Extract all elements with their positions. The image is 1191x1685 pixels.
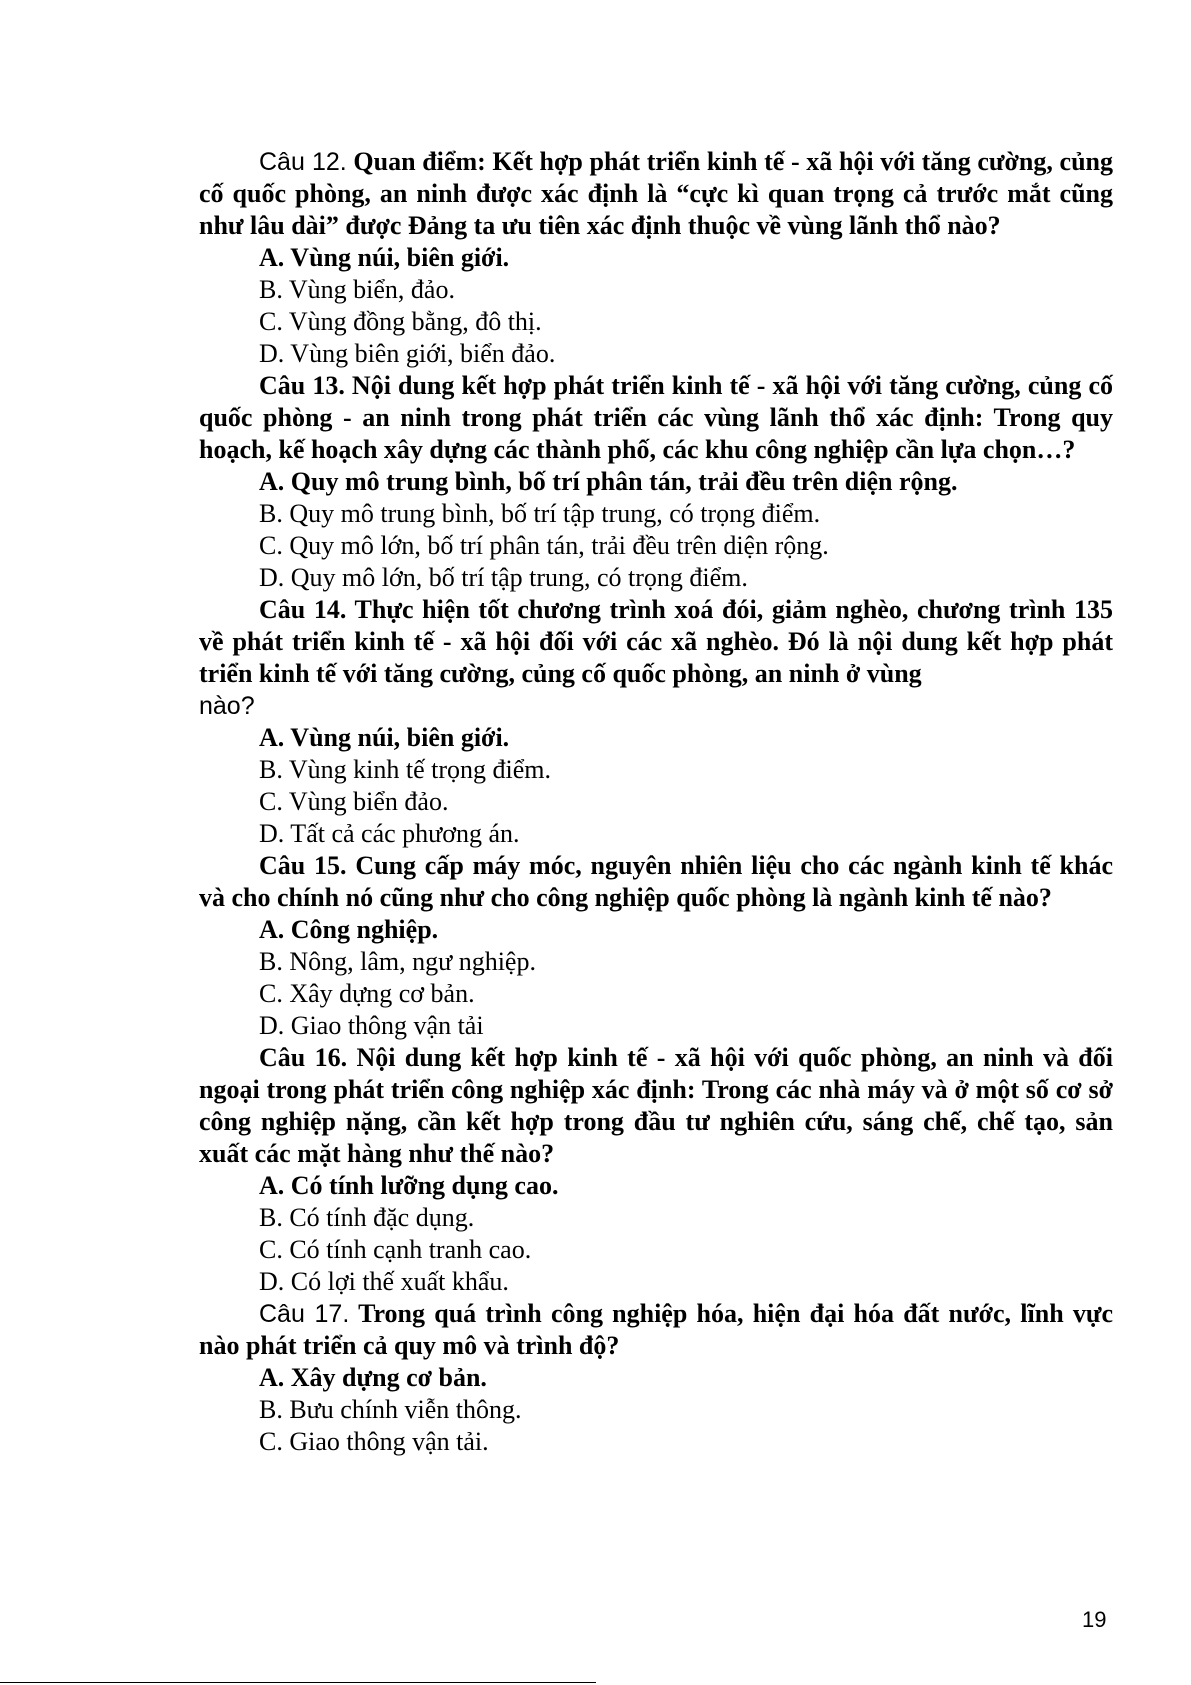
option-c: C. Quy mô lớn, bố trí phân tán, trải đều trên diện rộng. <box>259 531 829 560</box>
option-a: A. Vùng núi, biên giới. <box>259 723 510 752</box>
question-text: Thực hiện tốt chương trình xoá đói, giảm nghèo, chương trình 135 về phát triển kinh tế - xã hội đối với các xã nghèo. Đó là nội dung kết hợp phát triển kinh tế với tăng cường, củng cố quốc phòng, an ninh ở vùng <box>199 595 1114 688</box>
option-c: C. Giao thông vận tải. <box>259 1427 489 1456</box>
question-number: Câu 16. <box>259 1043 348 1072</box>
question-number: Câu 12. <box>259 148 347 176</box>
question-list <box>199 146 1113 1458</box>
question-text: Cung cấp máy móc, nguyên nhiên liệu cho các ngành kinh tế khác và cho chính nó cũng như cho công nghiệp quốc phòng là ngành kinh tế nào? <box>199 851 1114 912</box>
question-number: Câu 13. <box>259 371 345 400</box>
option-c: C. Vùng đồng bằng, đô thị. <box>259 307 542 336</box>
question-number: Câu 15. <box>259 851 347 880</box>
option-d: D. Giao thông vận tải <box>259 1011 484 1040</box>
option-c: C. Có tính cạnh tranh cao. <box>259 1235 532 1264</box>
page-number: 19 <box>1082 1607 1107 1632</box>
question-number: Câu 14. <box>259 595 347 624</box>
option-a: A. Quy mô trung bình, bố trí phân tán, trải đều trên diện rộng. <box>259 467 958 496</box>
option-b: B. Có tính đặc dụng. <box>259 1203 475 1232</box>
question-15 <box>199 850 1113 914</box>
question-14-tail <box>199 690 1113 722</box>
question-text: Nội dung kết hợp phát triển kinh tế - xã hội với tăng cường, củng cố quốc phòng - an ninh trong phát triển các vùng lãnh thổ xác định: Trong quy hoạch, kế hoạch xây dựng các thành phố, các khu công nghiệp cần lựa chọn…? <box>199 371 1113 464</box>
option-d: D. Tất cả các phương án. <box>259 819 520 848</box>
question-16 <box>199 1042 1113 1170</box>
option-a: A. Vùng núi, biên giới. <box>259 243 510 272</box>
question-text: Quan điểm: Kết hợp phát triển kinh tế - xã hội với tăng cường, củng cố quốc phòng, an ninh được xác định là “cực kì quan trọng cả trước mắt cũng như lâu dài” được Đảng ta ưu tiên xác định thuộc về vùng lãnh thổ nào? <box>199 147 1114 240</box>
question-text: Nội dung kết hợp kinh tế - xã hội với quốc phòng, an ninh và đối ngoại trong phát triển công nghiệp xác định: Trong các nhà máy và ở một số cơ sở công nghiệp nặng, cần kết hợp trong đầu tư nghiên cứu, sáng chế, chế tạo, sản xuất các mặt hàng như thế nào? <box>199 1043 1113 1168</box>
option-a: A. Xây dựng cơ bản. <box>259 1363 487 1392</box>
footer-divider <box>0 1682 596 1683</box>
option-d: D. Vùng biên giới, biển đảo. <box>259 339 556 368</box>
option-a: A. Có tính lưỡng dụng cao. <box>259 1171 559 1200</box>
question-14 <box>199 594 1113 690</box>
option-d: D. Quy mô lớn, bố trí tập trung, có trọng điểm. <box>259 563 748 592</box>
question-text-tail: nào? <box>199 692 255 720</box>
question-13 <box>199 370 1113 466</box>
option-a: A. Công nghiệp. <box>259 915 439 944</box>
option-b: B. Vùng kinh tế trọng điểm. <box>259 755 552 784</box>
option-d: D. Có lợi thế xuất khẩu. <box>259 1267 509 1296</box>
option-b: B. Bưu chính viễn thông. <box>259 1395 522 1424</box>
option-c: C. Xây dựng cơ bản. <box>259 979 475 1008</box>
option-b: B. Quy mô trung bình, bố trí tập trung, có trọng điểm. <box>259 499 821 528</box>
question-text: Trong quá trình công nghiệp hóa, hiện đại hóa đất nước, lĩnh vực nào phát triển cả quy mô và trình độ? <box>199 1299 1114 1360</box>
question-12 <box>199 146 1113 242</box>
question-17 <box>199 1298 1113 1362</box>
option-b: B. Vùng biển, đảo. <box>259 275 455 304</box>
option-b: B. Nông, lâm, ngư nghiệp. <box>259 947 536 976</box>
question-number: Câu 17. <box>259 1300 350 1328</box>
option-c: C. Vùng biển đảo. <box>259 787 449 816</box>
